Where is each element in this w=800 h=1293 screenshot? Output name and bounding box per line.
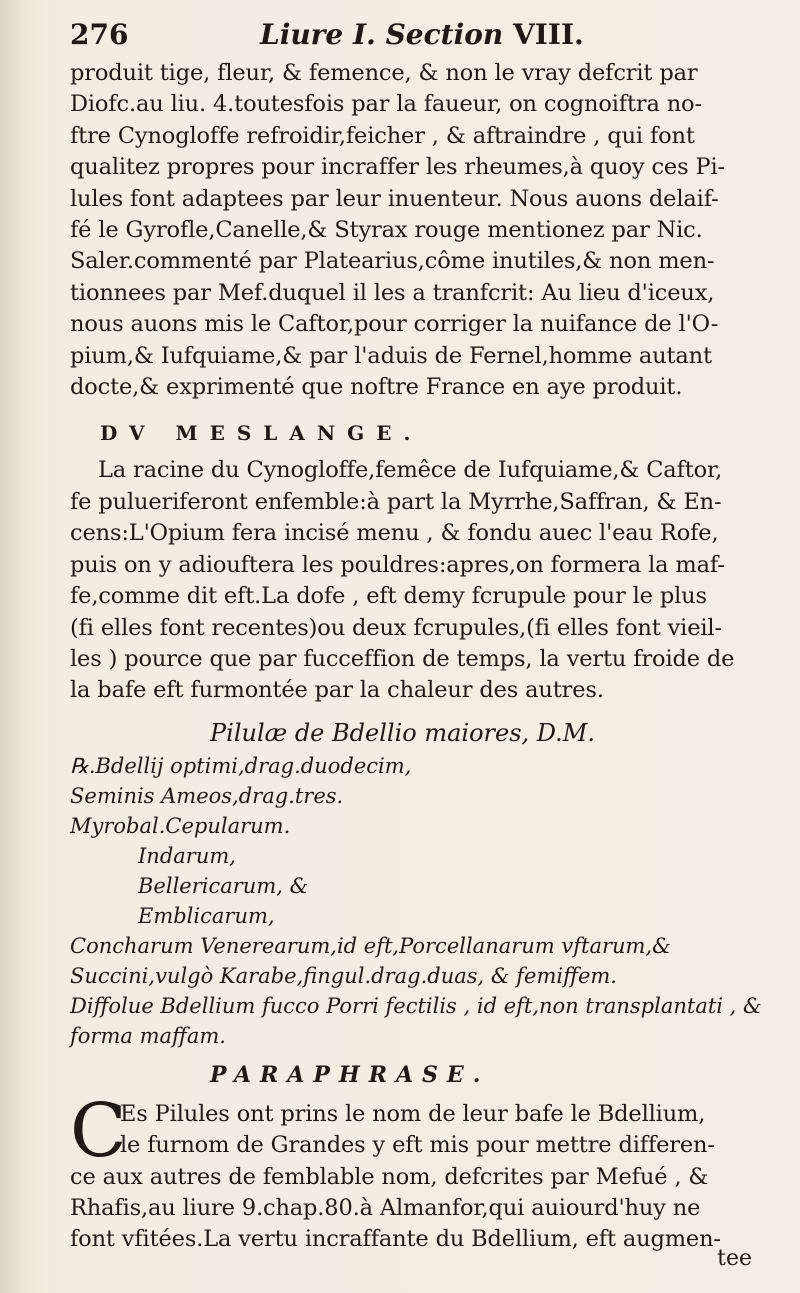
- text-line: Rhafis,au liure 9.chap.80.à Almanfor,qui auiourd'huy ne: [70, 1194, 701, 1221]
- recipe-block: [70, 751, 762, 1051]
- recipe-line: Indarum,: [138, 843, 236, 868]
- text-line: docte,& exprimenté que noftre France en aye produit.: [70, 374, 683, 401]
- text-line: qualitez propres pour incraffer les rheumes,à quoy ces Pi-: [70, 154, 725, 181]
- catchword: tee: [717, 1246, 752, 1271]
- text-line: Saler.commenté par Platearius,côme inutiles,& non men-: [70, 248, 715, 275]
- text-line: La racine du Cynogloffe,femêce de Iufquiame,& Caftor,: [98, 457, 723, 484]
- section-heading: DV MESLANGE.: [100, 421, 423, 446]
- formula-title: Pilulæ de Bdellio maiores, D.M.: [210, 718, 595, 747]
- recipe-line: Myrobal.Cepularum.: [70, 813, 291, 838]
- text-line: ce aux autres de femblable nom, defcrites par Mefué , &: [70, 1163, 709, 1190]
- paragraph-paraphrase: [70, 1087, 762, 1256]
- text-line: ftre Cynogloffe refroidir,feicher , & aftraindre , qui font: [70, 122, 695, 149]
- text-line: Diofc.au liu. 4.toutesfois par la faueur, on cognoiftra no-: [70, 91, 702, 118]
- paraphrase-heading: PARAPHRASE.: [210, 1061, 490, 1088]
- recipe-line: Concharum Venerearum,id eft,Porcellanarum vftarum,&: [70, 933, 671, 958]
- paragraph-intro: [70, 58, 762, 403]
- text-line: (fi elles font recentes)ou deux fcrupules,(fi elles font vieil-: [70, 614, 722, 641]
- running-head-book: Liure I. Section: [260, 18, 504, 51]
- drop-cap: C: [70, 1087, 127, 1174]
- text-line: nous auons mis le Caftor,pour corriger la nuifance de l'O-: [70, 311, 719, 338]
- text-line: fe pulueriferont enfemble:à part la Myrrhe,Saffran, & En-: [70, 488, 722, 515]
- text-line: cens:L'Opium fera incisé menu , & fondu auec l'eau Rofe,: [70, 520, 719, 547]
- text-line: la bafe eft furmontée par la chaleur des autres.: [70, 677, 604, 704]
- text-line: produit tige, fleur, & femence, & non le vray defcrit par: [70, 60, 698, 86]
- text-line: font vfitées.La vertu incraffante du Bdellium, eft augmen-: [70, 1226, 721, 1253]
- recipe-line: Bellericarum, &: [138, 873, 309, 898]
- running-head: [260, 18, 584, 51]
- recipe-line: Seminis Ameos,drag.tres.: [70, 783, 344, 808]
- text-line: pium,& Iufquiame,& par l'aduis de Fernel,homme autant: [70, 342, 712, 369]
- text-line: les ) pource que par fucceffion de temps, la vertu froide de: [70, 645, 735, 672]
- recipe-line: Succini,vulgò Karabe,fingul.drag.duas, & femiffem.: [70, 963, 617, 988]
- text-line: lules font adaptees par leur inuenteur. Nous auons delaif-: [70, 185, 719, 212]
- paragraph-meslange: [70, 455, 762, 706]
- text-line: le furnom de Grandes y eft mis pour mettre differen-: [120, 1132, 715, 1159]
- recipe-line: Diffolue Bdellium fucco Porri fectilis , id eft,non transplantati , &: [70, 993, 762, 1018]
- text-line: tionnees par Mef.duquel il les a tranfcrit: Au lieu d'iceux,: [70, 279, 715, 306]
- text-line: fe,comme dit eft.La dofe , eft demy fcrupule pour le plus: [70, 583, 707, 610]
- recipe-line: ℞.Bdellij optimi,drag.duodecim,: [70, 753, 412, 778]
- text-line: puis on y adiouftera les pouldres:apres,on formera la maf-: [70, 551, 725, 578]
- running-head-section: VIII.: [513, 18, 584, 51]
- recipe-line: forma maffam.: [70, 1023, 226, 1048]
- text-line: fé le Gyrofle,Canelle,& Styrax rouge mentionez par Nic.: [70, 217, 703, 244]
- page-number: 276: [70, 18, 129, 51]
- page-header: [70, 18, 762, 58]
- text-line: Es Pilules ont prins le nom de leur bafe le Bdellium,: [120, 1100, 706, 1127]
- recipe-line: Emblicarum,: [138, 903, 275, 928]
